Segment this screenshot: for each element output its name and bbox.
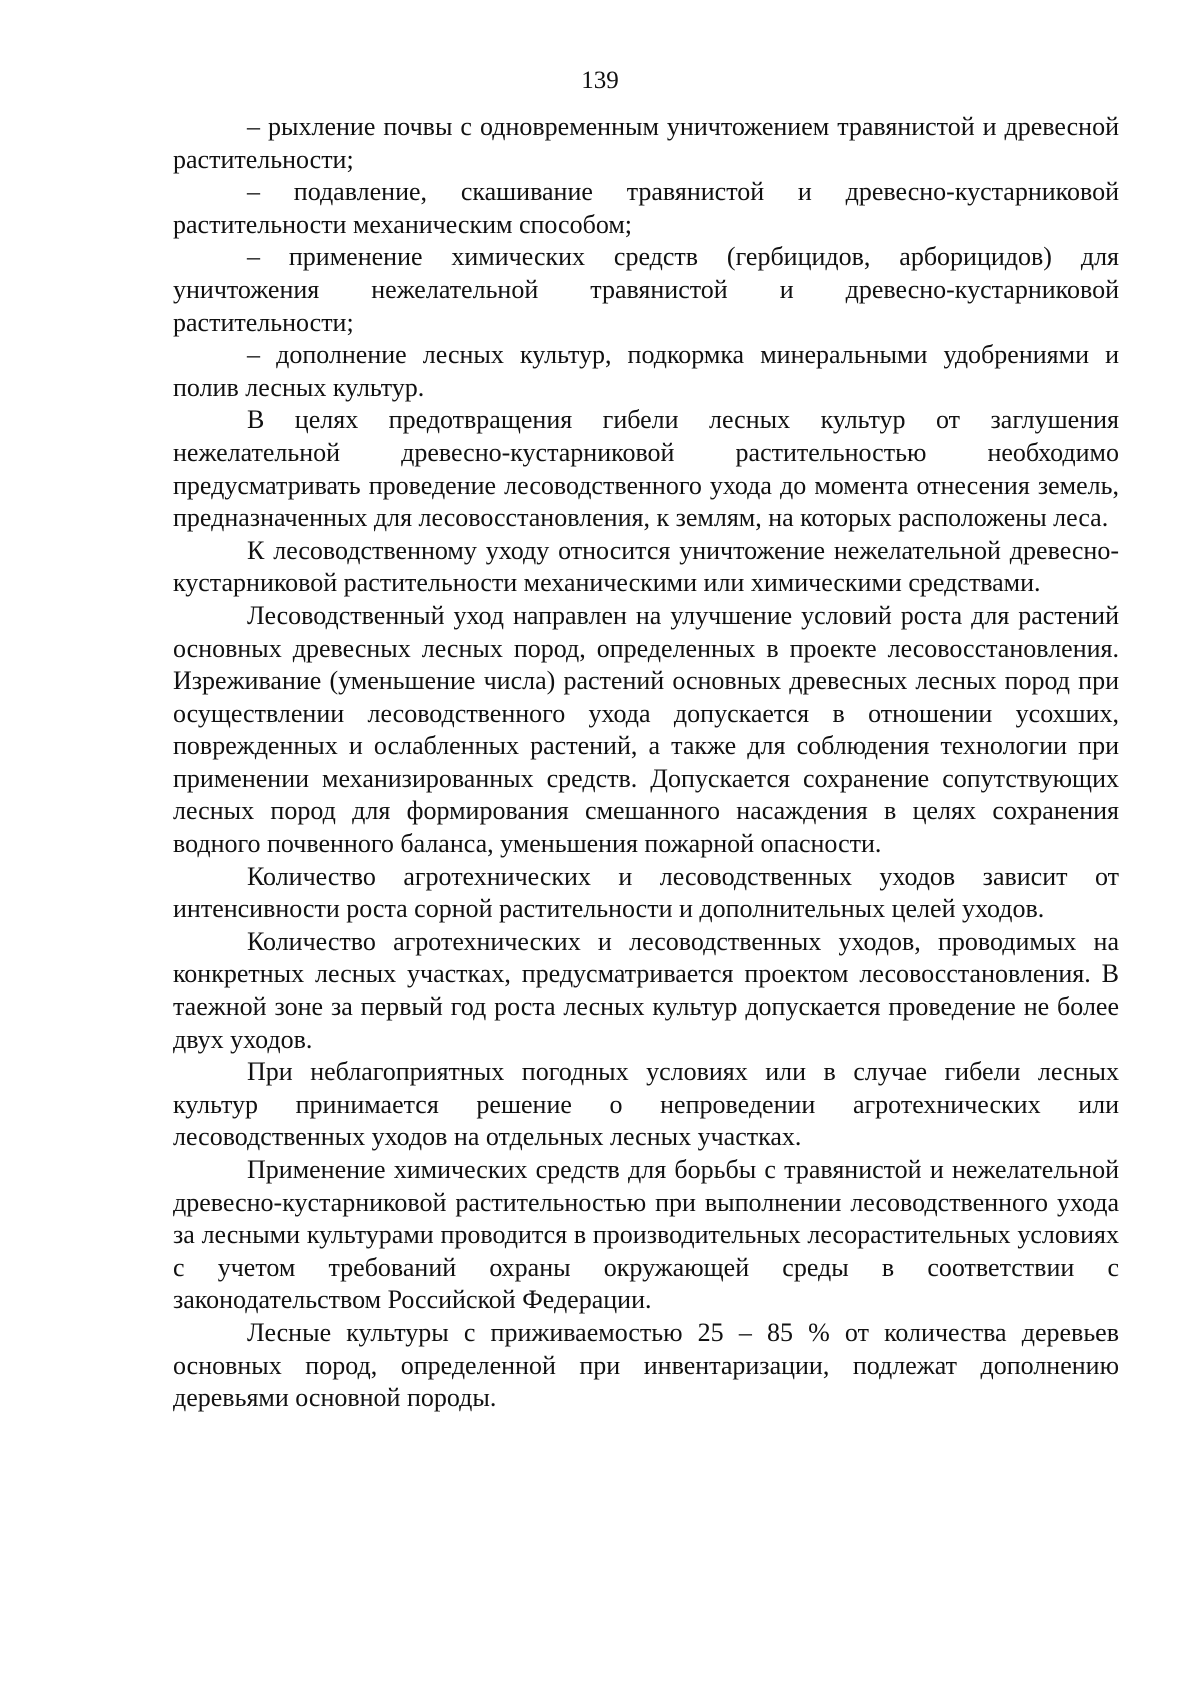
paragraph-silvicultural-care-purpose: Лесоводственный уход направлен на улучшение условий роста для растений основных древесных лесных пород, определенных в проекте лесовосстановления. Изреживание (уменьшение числа) растений основных древесных лесных пород при осуществлении лесоводственного ухода допускается в отношении усохших, поврежденных и ослабленных растений, а также для соблюдения технологии при применении механизированных средств. Допускается сохранение сопутствующих лесных пород для формирования смешанного насаждения в целях сохранения водного почвенного баланса, уменьшения пожарной опасности.	[173, 600, 1119, 859]
list-item-loosening-soil: – рыхление почвы с одновременным уничтожением травянистой и древесной растительности;	[173, 112, 1119, 174]
paragraph-survival-rate: Лесные культуры с приживаемостью 25 – 85 % от количества деревьев основных пород, определенной при инвентаризации, подлежат дополнению деревьями основной породы.	[173, 1317, 1119, 1413]
page-number: 139	[581, 67, 619, 94]
paragraph-preventing-death: В целях предотвращения гибели лесных культур от заглушения нежелательной древесно-кустарниковой растительностью необходимо предусматривать проведение лесоводственного ухода до момента отнесения земель, предназначенных для лесовосстановления, к землям, на которых расположены леса.	[173, 405, 1119, 533]
paragraph-adverse-conditions: При неблагоприятных погодных условиях или в случае гибели лесных культур принимается решение о непроведении агротехнических или лесоводственных уходов на отдельных лесных участках.	[173, 1057, 1119, 1152]
list-item-mechanical-suppression: – подавление, скашивание травянистой и древесно-кустарниковой растительности механическим способом;	[173, 177, 1119, 239]
paragraph-care-quantity-dependence: Количество агротехнических и лесоводственных уходов зависит от интенсивности роста сорной растительности и дополнительных целей уходов.	[173, 861, 1119, 924]
paragraph-chemical-application: Применение химических средств для борьбы с травянистой и нежелательной древесно-кустарниковой растительностью при выполнении лесоводственного ухода за лесными культурами проводится в производительных лесорастительных условиях с учетом требований охраны окружающей среды в соответствии с законодательством Российской Федерации.	[173, 1155, 1119, 1315]
list-item-supplementing-cultures: – дополнение лесных культур, подкормка минеральными удобрениями и полив лесных культур.	[173, 340, 1119, 402]
document-body	[173, 111, 1119, 1415]
paragraph-care-quantity-project: Количество агротехнических и лесоводственных уходов, проводимых на конкретных лесных участках, предусматривается проектом лесовосстановления. В таежной зоне за первый год роста лесных культур допускается проведение не более двух уходов.	[173, 926, 1119, 1054]
list-item-chemical-means: – применение химических средств (гербицидов, арборицидов) для уничтожения нежелательной травянистой и древесно-кустарниковой растительности;	[173, 242, 1119, 337]
paragraph-silvicultural-care-definition: К лесоводственному уходу относится уничтожение нежелательной древесно-кустарниковой растительности механическими или химическими средствами.	[173, 535, 1119, 598]
